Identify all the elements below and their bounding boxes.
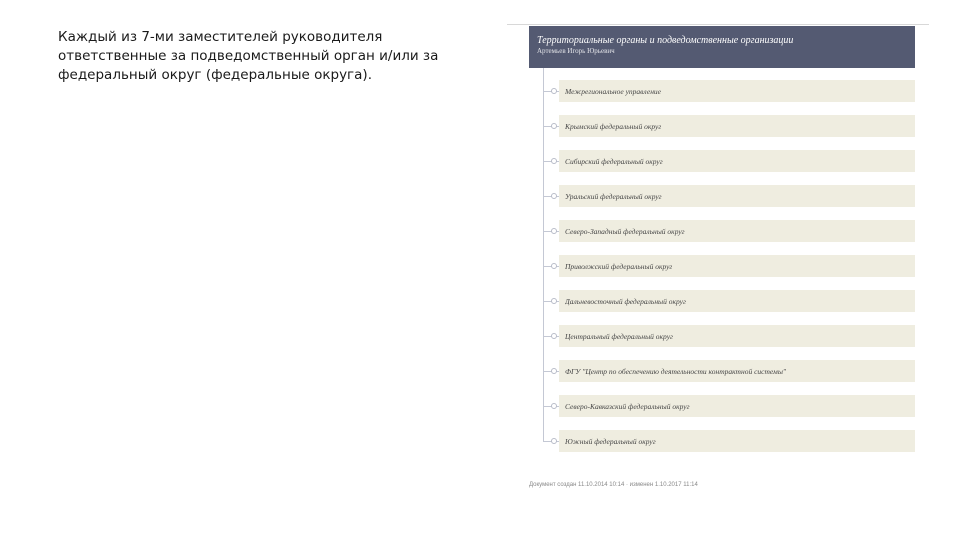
org-item-label: Межрегиональное управление	[565, 86, 662, 96]
org-item-label: Уральский федеральный округ	[565, 191, 662, 201]
org-item[interactable]	[559, 360, 915, 382]
tree-node-icon	[551, 438, 557, 444]
tree-node-icon	[551, 368, 557, 374]
org-item-label: Южный федеральный округ	[565, 436, 656, 446]
org-structure-panel	[507, 24, 929, 504]
org-item[interactable]	[559, 80, 915, 102]
org-item-label: Центральный федеральный округ	[565, 331, 673, 341]
org-item[interactable]	[559, 255, 915, 277]
org-item-label: Дальневосточный федеральный округ	[565, 296, 686, 306]
org-item[interactable]	[559, 115, 915, 137]
tree-node-icon	[551, 263, 557, 269]
tree-node-icon	[551, 158, 557, 164]
document-meta: Документ создан 11.10.2014 10:14 · изменен 1.10.2017 11:14	[529, 482, 698, 488]
tree-node-icon	[551, 88, 557, 94]
tree-node-icon	[551, 333, 557, 339]
org-item[interactable]	[559, 430, 915, 452]
tree-node-icon	[551, 403, 557, 409]
slide-text: Каждый из 7-ми заместителей руководителя ответственные за подведомственный орган и/или за федеральный округ (федеральные округа).	[58, 29, 439, 83]
org-item[interactable]	[559, 325, 915, 347]
tree-node-icon	[551, 123, 557, 129]
org-item-label: Северо-Кавказский федеральный округ	[565, 401, 690, 411]
org-item-label: Приволжский федеральный округ	[565, 261, 673, 271]
org-item[interactable]	[559, 395, 915, 417]
org-item-label: Крымский федеральный округ	[565, 121, 662, 131]
org-item[interactable]	[559, 150, 915, 172]
org-header-title: Территориальные органы и подведомственные организации	[537, 35, 794, 46]
org-item[interactable]	[559, 290, 915, 312]
org-header-subtitle: Артемьев Игорь Юрьевич	[537, 47, 615, 55]
org-item[interactable]	[559, 220, 915, 242]
tree-node-icon	[551, 193, 557, 199]
org-item-label: Сибирский федеральный округ	[565, 156, 663, 166]
org-item-list	[507, 24, 929, 504]
org-item-label: Северо-Западный федеральный округ	[565, 226, 685, 236]
tree-node-icon	[551, 298, 557, 304]
org-item[interactable]	[559, 185, 915, 207]
tree-node-icon	[551, 228, 557, 234]
org-item-label: ФГУ "Центр по обеспечению деятельности контрактной системы"	[565, 366, 787, 376]
